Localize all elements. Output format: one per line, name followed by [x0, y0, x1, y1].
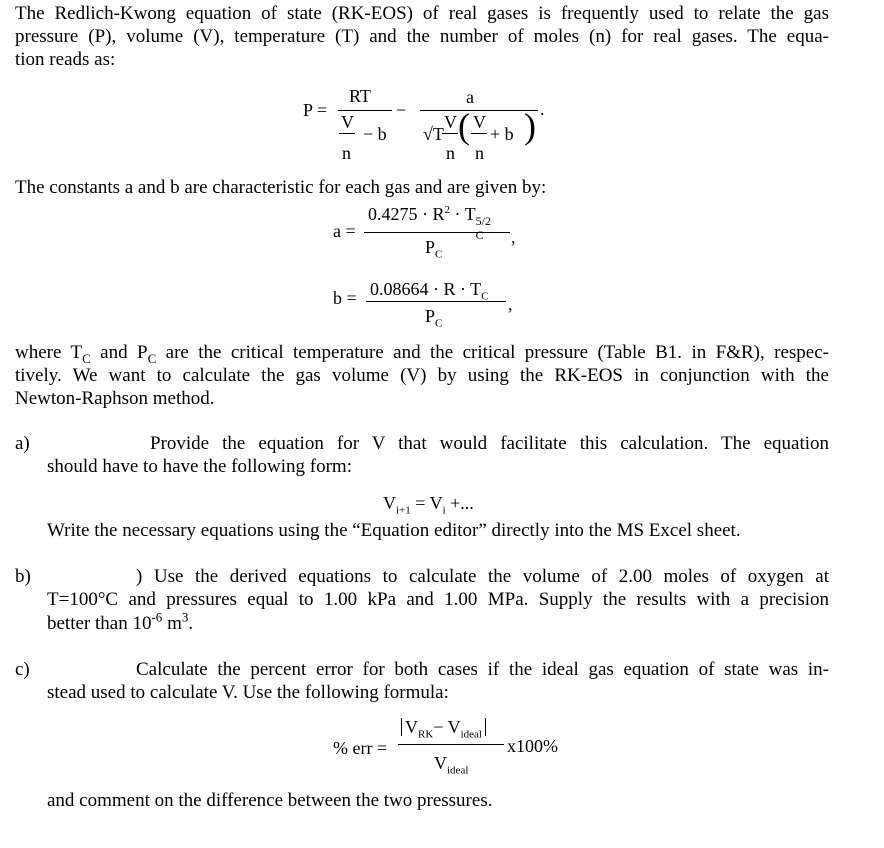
part-a-eq-lhs: V [383, 493, 396, 513]
a-num-dot: · T [454, 204, 476, 224]
rk-den1-minus-b: − b [363, 124, 387, 144]
err-lhs: % err = [333, 738, 388, 758]
a-denominator [425, 237, 443, 261]
rk-n2: n [475, 143, 484, 163]
part-b-unit-exp: 3 [181, 609, 189, 625]
rk-v-over-n-bar-2 [442, 133, 458, 134]
part-a-line-2: should have to have the following form: [47, 456, 352, 477]
a-den-P: P [425, 237, 436, 257]
rk-period: . [540, 99, 545, 119]
b-den-sub: C [435, 317, 443, 330]
rk-open-paren: ( [458, 106, 470, 146]
rk-den1-V: V [341, 112, 354, 132]
rk-minus: − [396, 100, 407, 120]
b-denominator [425, 306, 443, 330]
where-tc-sub: C [82, 350, 91, 366]
err-den-V: V [434, 753, 447, 773]
part-b-line-3 [47, 609, 194, 635]
constants-intro: The constants a and b are characteristic for each gas and are given by: [15, 177, 547, 198]
err-num-minus: − V [433, 717, 461, 737]
err-den-ideal: ideal [447, 764, 469, 777]
part-a-label: a) [15, 433, 30, 454]
b-lhs: b = [333, 288, 357, 308]
rk-V1: V [444, 112, 457, 132]
where-mid: and P [90, 342, 148, 363]
rk-num1: RT [349, 86, 371, 106]
part-c-line-3: and comment on the difference between the two pressures. [47, 790, 493, 811]
err-x100: x100% [507, 736, 558, 756]
a-tc-sup: 5/2 [475, 214, 492, 228]
b-numerator [370, 279, 489, 303]
part-b-line-1: ) Use the derived equations to calculate the volume of 2.00 moles of oxygen at [136, 566, 829, 587]
err-denominator [434, 753, 469, 777]
part-a-line-1: Provide the equation for V that would facilitate this calculation. The equation [150, 433, 829, 454]
part-a-eq-mid-sub: i [442, 504, 446, 517]
b-num-text: 0.08664 · R · T [370, 279, 482, 299]
part-a-line-3: Write the necessary equations using the “Equation editor” directly into the MS Excel sheet. [47, 520, 741, 541]
a-lhs: a = [333, 221, 356, 241]
a-comma: , [511, 227, 516, 247]
err-num-ideal: ideal [460, 728, 482, 741]
b-fraction-bar [366, 301, 506, 302]
b-comma: , [508, 294, 513, 314]
where-pre: where T [15, 342, 83, 363]
part-a-equation [383, 493, 474, 517]
part-b-line-2: T=100°C and pressures equal to 1.00 kPa and 1.00 MPa. Supply the results with a precision [47, 589, 829, 610]
rk-close-paren: ) [524, 106, 536, 146]
intro-line-1: The Redlich-Kwong equation of state (RK-EOS) of real gases is frequently used to relate the gas [15, 3, 829, 24]
err-numerator [401, 717, 486, 741]
err-num-V: V [405, 717, 418, 737]
rk-fraction-bar-1 [338, 110, 392, 111]
a-num-sq: 2 [444, 204, 450, 216]
rk-den1-n: n [342, 143, 351, 163]
where-line-1 [15, 341, 829, 364]
rk-num2: a [466, 87, 474, 107]
b-num-sub: C [481, 290, 489, 303]
rk-fraction-bar-2 [420, 110, 538, 111]
part-a-eq-mid: = V [410, 493, 443, 513]
a-den-sub: C [435, 248, 443, 261]
rk-v-over-n-bar [339, 133, 355, 134]
part-b-pre: better than 10 [47, 613, 152, 634]
part-b-label: b) [15, 566, 31, 587]
a-numerator [368, 204, 496, 242]
rk-sqrtT: √T [423, 124, 444, 144]
b-den-P: P [425, 306, 436, 326]
part-b-unit: m [162, 613, 182, 634]
part-c-line-1: Calculate the percent error for both cases if the ideal gas equation of state was in- [136, 659, 829, 680]
rk-n1: n [446, 143, 455, 163]
part-c-line-2: stead used to calculate V. Use the following formula: [47, 682, 449, 703]
a-fraction-bar [364, 232, 510, 233]
rk-v-over-n-bar-3 [471, 133, 487, 134]
rk-V2: V [473, 112, 486, 132]
where-line-2: tively. We want to calculate the gas volume (V) by using the RK-EOS in conjunction with the [15, 365, 829, 386]
intro-line-2: pressure (P), volume (V), temperature (T) and the number of moles (n) for real gases. The equa- [15, 26, 829, 47]
part-b-end: . [188, 613, 194, 634]
where-post: are the critical temperature and the critical pressure (Table B1. in F&R), respec- [156, 342, 829, 363]
rk-plus-b: + b [490, 124, 514, 144]
where-pc-sub: C [147, 350, 157, 366]
part-a-eq-rest: +... [445, 493, 474, 513]
part-c-label: c) [15, 659, 30, 680]
a-num-text: 0.4275 · R [368, 204, 445, 224]
intro-line-3: tion reads as: [15, 49, 116, 70]
part-a-eq-lhs-sub: i+1 [396, 504, 411, 517]
part-b-exp: -6 [151, 609, 163, 625]
err-num-rk: RK [418, 728, 434, 741]
rk-lhs: P = [303, 100, 327, 120]
a-tc-sub: C [475, 228, 484, 242]
err-fraction-bar [398, 744, 504, 745]
where-line-3: Newton-Raphson method. [15, 388, 215, 409]
